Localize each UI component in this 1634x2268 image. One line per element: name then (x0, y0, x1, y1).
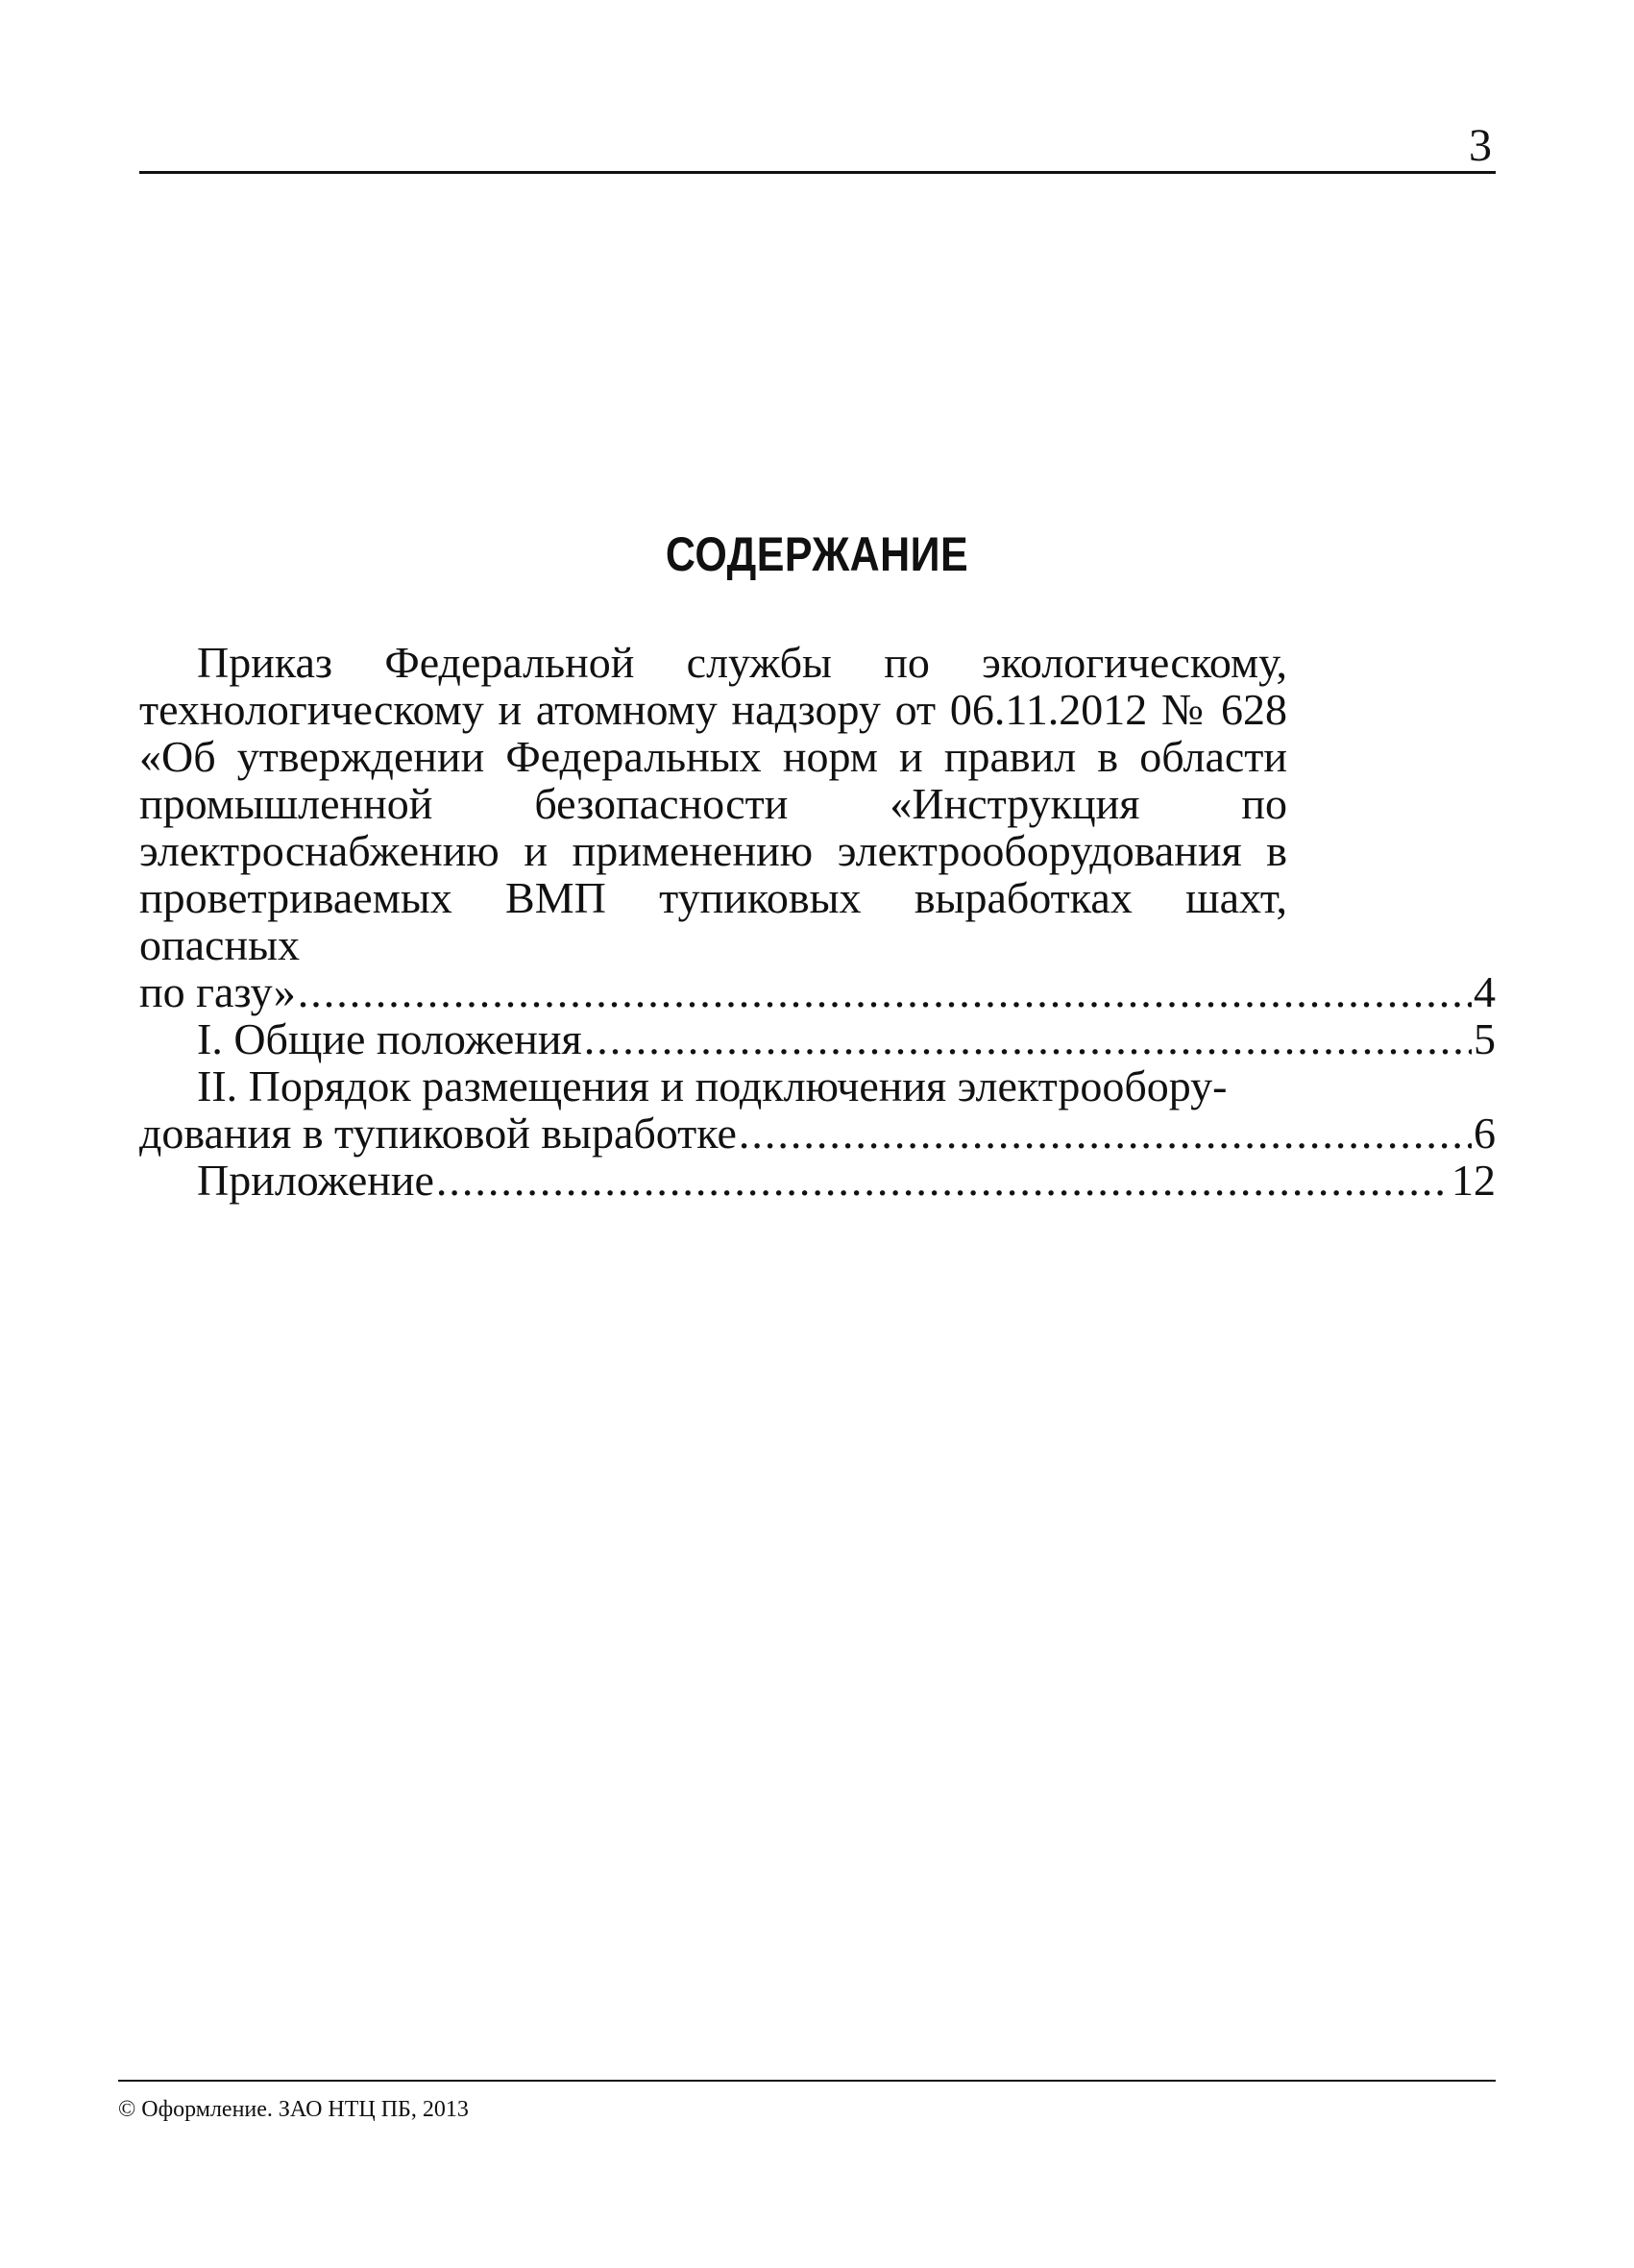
header-rule (139, 171, 1496, 174)
toc-page-number: 5 (1474, 1014, 1496, 1063)
toc-leader-dots (584, 1015, 1472, 1062)
toc-main-entry-line[interactable] (139, 968, 1496, 1015)
toc-leader-dots (436, 1157, 1450, 1204)
toc-entry-general-provisions[interactable] (197, 1015, 1496, 1062)
footer-rule (118, 2080, 1496, 2082)
toc-entry-appendix[interactable] (197, 1157, 1496, 1204)
page-number: 3 (1469, 120, 1492, 171)
toc-entry-label: дования в тупиковой выработке (139, 1109, 737, 1158)
table-of-contents (139, 639, 1496, 1204)
toc-entry-label: I. Общие положения (197, 1014, 582, 1063)
toc-entry-placement-wrap: II. Порядок размещения и подключения электрообору- (197, 1061, 1228, 1110)
toc-page-number: 6 (1474, 1109, 1496, 1158)
toc-main-entry-text: Приказ Федеральной службы по экологическому, технологическому и атомному надзору от 06.11.2012 № 628 «Об утверждении Федеральных норм и правил в области промышленной безопасности «Инструкция по электроснабжению и применению электрооборудования в проветриваемых ВМП тупиковых выработках шахт, опасных (139, 638, 1287, 969)
toc-page-number: 4 (1474, 967, 1496, 1016)
toc-entry-placement[interactable] (139, 1110, 1496, 1157)
toc-leader-dots (298, 968, 1472, 1015)
toc-page-number: 12 (1451, 1156, 1496, 1205)
footer-copyright: © Оформление. ЗАО НТЦ ПБ, 2013 (118, 2097, 469, 2122)
page-title: СОДЕРЖАНИЕ (665, 527, 969, 581)
toc-leader-dots (739, 1110, 1472, 1157)
toc-main-entry-last-line: по газу» (139, 967, 296, 1016)
toc-entry-label: Приложение (197, 1156, 434, 1205)
